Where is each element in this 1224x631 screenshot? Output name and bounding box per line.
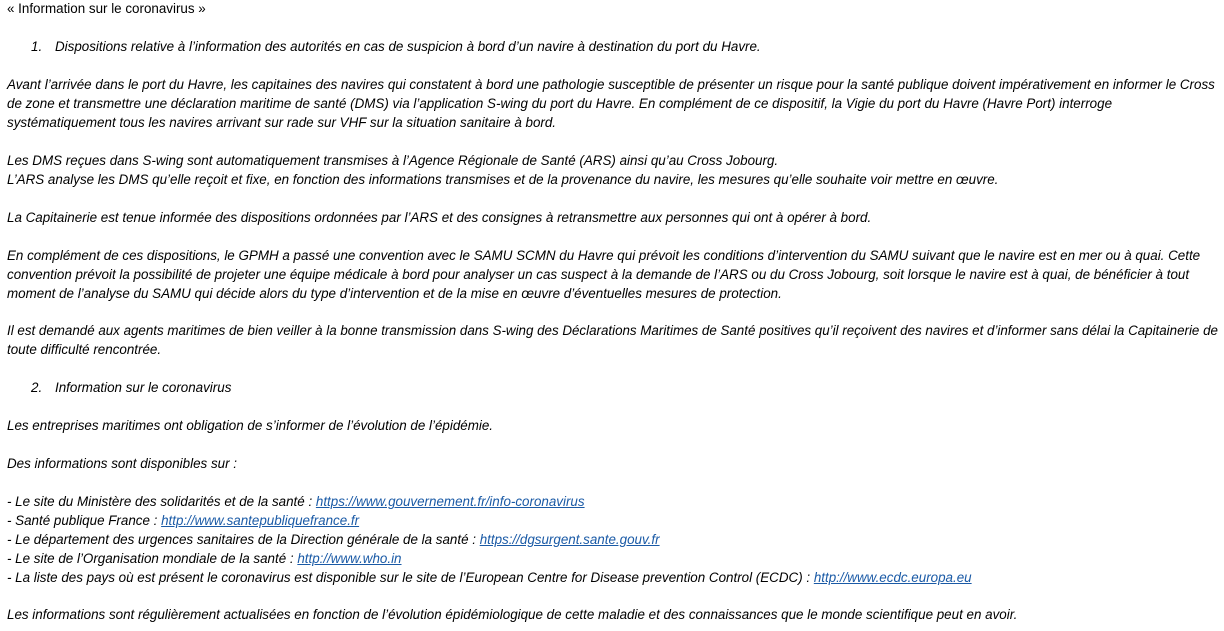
paragraph-2-line-1: Les DMS reçues dans S-wing sont automatiquement transmises à l’Agence Régionale de Santé (ARS) ainsi qu’au Cross Jobourg. <box>7 153 779 168</box>
paragraph-5-line-1: Il est demandé aux agents maritimes de bien veiller à la bonne transmission dans S-wing des Déclarations Maritimes de Santé positives qu’il reçoivent des navires et d’informer sans délai la Capitainerie de <box>7 323 1218 338</box>
paragraph-3-line-1: La Capitainerie est tenue informée des dispositions ordonnées par l’ARS et des consignes à retransmettre aux personnes qui ont à opérer à bord. <box>7 210 872 225</box>
paragraph-6: Les entreprises maritimes ont obligation de s’informer de l’évolution de l’épidémie. <box>7 418 494 433</box>
paragraph-4-line-2: convention prévoit la possibilité de projeter une équipe médicale à bord pour analyser un cas suspect à la demande de l’ARS ou du Cross Jobourg, soit lorsque le navire est à quai, de bénéficier à tout <box>7 267 1190 282</box>
section-1-number: 1. <box>31 39 43 54</box>
paragraph-8: Les informations sont régulièrement actualisées en fonction de l’évolution épidémiologique de cette maladie et des connaissances que le monde scientifique peut en avoir. <box>7 607 1018 622</box>
source-label: - La liste des pays où est présent le coronavirus est disponible sur le site de l’European Centre for Disease prevention Control (ECDC) : <box>7 570 814 585</box>
source-item <box>7 511 359 530</box>
paragraph-2-line-2: L’ARS analyse les DMS qu’elle reçoit et fixe, en fonction des informations transmises et de la provenance du navire, les mesures qu’elle souhaite voir mettre en œuvre. <box>7 172 999 187</box>
paragraph-1-line-3: systématiquement tous les navires arrivant sur rade sur VHF sur la situation sanitaire à bord. <box>7 115 557 130</box>
paragraph-4-line-1: En complément de ces dispositions, le GPMH a passé une convention avec le SAMU SCMN du Havre qui prévoit les conditions d’intervention du SAMU suivant que le navire est en mer ou à quai. Cette <box>7 248 1201 263</box>
section-1-heading: Dispositions relative à l’information des autorités en cas de suspicion à bord d’un navire à destination du port du Havre. <box>55 39 761 54</box>
document-title: « Information sur le coronavirus » <box>7 1 206 16</box>
section-2-number: 2. <box>31 380 43 395</box>
source-label: - Le site de l’Organisation mondiale de la santé : <box>7 551 298 566</box>
source-label: - Le département des urgences sanitaires de la Direction générale de la santé : <box>7 532 480 547</box>
source-label: - Le site du Ministère des solidarités et de la santé : <box>7 494 316 509</box>
source-link-ecdc[interactable]: http://www.ecdc.europa.eu <box>813 570 972 585</box>
paragraph-4-line-3: moment de l’analyse du SAMU qui décide alors du type d’intervention et de la mise en œuvre d’éventuelles mesures de protection. <box>7 286 782 301</box>
source-link-gouvernement[interactable]: https://www.gouvernement.fr/info-coronavirus <box>315 494 585 509</box>
source-item <box>7 549 402 568</box>
source-item <box>7 568 972 587</box>
source-link-who[interactable]: http://www.who.in <box>297 551 402 566</box>
source-item <box>7 530 660 549</box>
source-item <box>7 492 585 511</box>
section-2-heading: Information sur le coronavirus <box>55 380 232 395</box>
source-link-santepubliquefrance[interactable]: http://www.santepubliquefrance.fr <box>161 513 360 528</box>
paragraph-5-line-2: toute difficulté rencontrée. <box>7 342 162 357</box>
paragraph-1-line-2: de zone et transmettre une déclaration maritime de santé (DMS) via l’application S-wing du port du Havre. En complément de ce dispositif, la Vigie du port du Havre (Havre Port) interroge <box>7 96 1113 111</box>
source-link-dgsurgent[interactable]: https://dgsurgent.sante.gouv.fr <box>479 532 660 547</box>
paragraph-7: Des informations sont disponibles sur : <box>7 456 237 471</box>
paragraph-1-line-1: Avant l’arrivée dans le port du Havre, les capitaines des navires qui constatent à bord une pathologie susceptible de présenter un risque pour la santé publique doivent impérativement en informer le Cross <box>7 77 1215 92</box>
source-label: - Santé publique France : <box>7 513 162 528</box>
